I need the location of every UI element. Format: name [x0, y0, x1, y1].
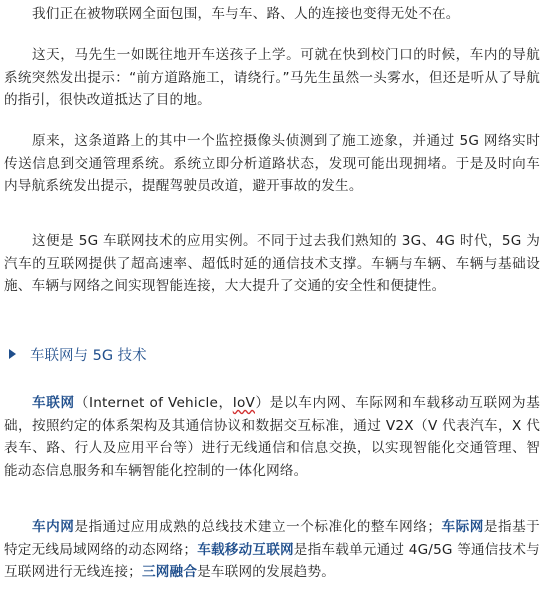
iov-definition-paragraph [4, 392, 540, 482]
story-paragraph: 这天，马先生一如既往地开车送孩子上学。可就在快到校门口的时候，车内的导航系统突然发出提示：“前方道路施工，请绕行。”马先生虽然一头雾水，但还是听从了导航的指引，很快改道抵达了目的地。 [4, 47, 540, 109]
intro-paragraph: 我们正在被物联网全面包围，车与车、路、人的连接也变得无处不在。 [32, 6, 460, 22]
iov-english-name: （Internet of Vehicle， [74, 395, 233, 411]
term-iov: 车联网 [32, 395, 75, 411]
summary-paragraph: 这便是 5G 车联网技术的应用实例。不同于过去我们熟知的 3G、4G 时代，5G 为汽车的互联网提供了超高速率、超低时延的通信技术支撑。车辆与车辆、车辆与基础设施、车辆与网络之间实现智能连接，大大提升了交通的安全性和便捷性。 [4, 233, 540, 295]
iov-abbreviation: IoV [232, 395, 255, 411]
networks-paragraph [4, 516, 540, 584]
term-in-vehicle-network: 车内网 [32, 519, 75, 535]
in-vehicle-network-text: 是指通过应用成熟的总线技术建立一个标准化的整车网络； [74, 519, 442, 535]
explanation-paragraph: 原来，这条道路上的其中一个监控摄像头侦测到了施工迹象，并通过 5G 网络实时传送信息到交通管理系统。系统立即分析道路状态，发现可能出现拥堵。于是及时向车内导航系统发出提示，提醒驾驶员改道，避开事故的发生。 [4, 133, 540, 195]
vehicle-mobile-internet-text: 是指车载单元通过 4G/5G 等通信技术与互联网进行无线连接； [4, 541, 540, 581]
term-inter-vehicle-network: 车际网 [441, 519, 484, 535]
term-vehicle-mobile-internet: 车载移动互联网 [197, 541, 294, 558]
arrow-right-icon [9, 349, 16, 359]
section-heading [6, 343, 147, 365]
section-heading-text: 车联网与 5G 技术 [30, 347, 147, 364]
iov-definition-text: ）是以车内网、车际网和车载移动互联网为基础，按照约定的体系架构及其通信协议和数据交互标准，通过 V2X（V 代表汽车，X 代表车、路、行人及应用平台等）进行无线通信和信息交换，以实现智能化交通管理、智能动态信息服务和车辆智能化控制的一体化网络。 [4, 395, 540, 479]
inter-vehicle-network-text: 是指基于特定无线局域网络的动态网络； [4, 519, 540, 558]
term-three-network-fusion: 三网融合 [141, 564, 198, 581]
three-network-fusion-text: 是车联网的发展趋势。 [197, 564, 336, 581]
